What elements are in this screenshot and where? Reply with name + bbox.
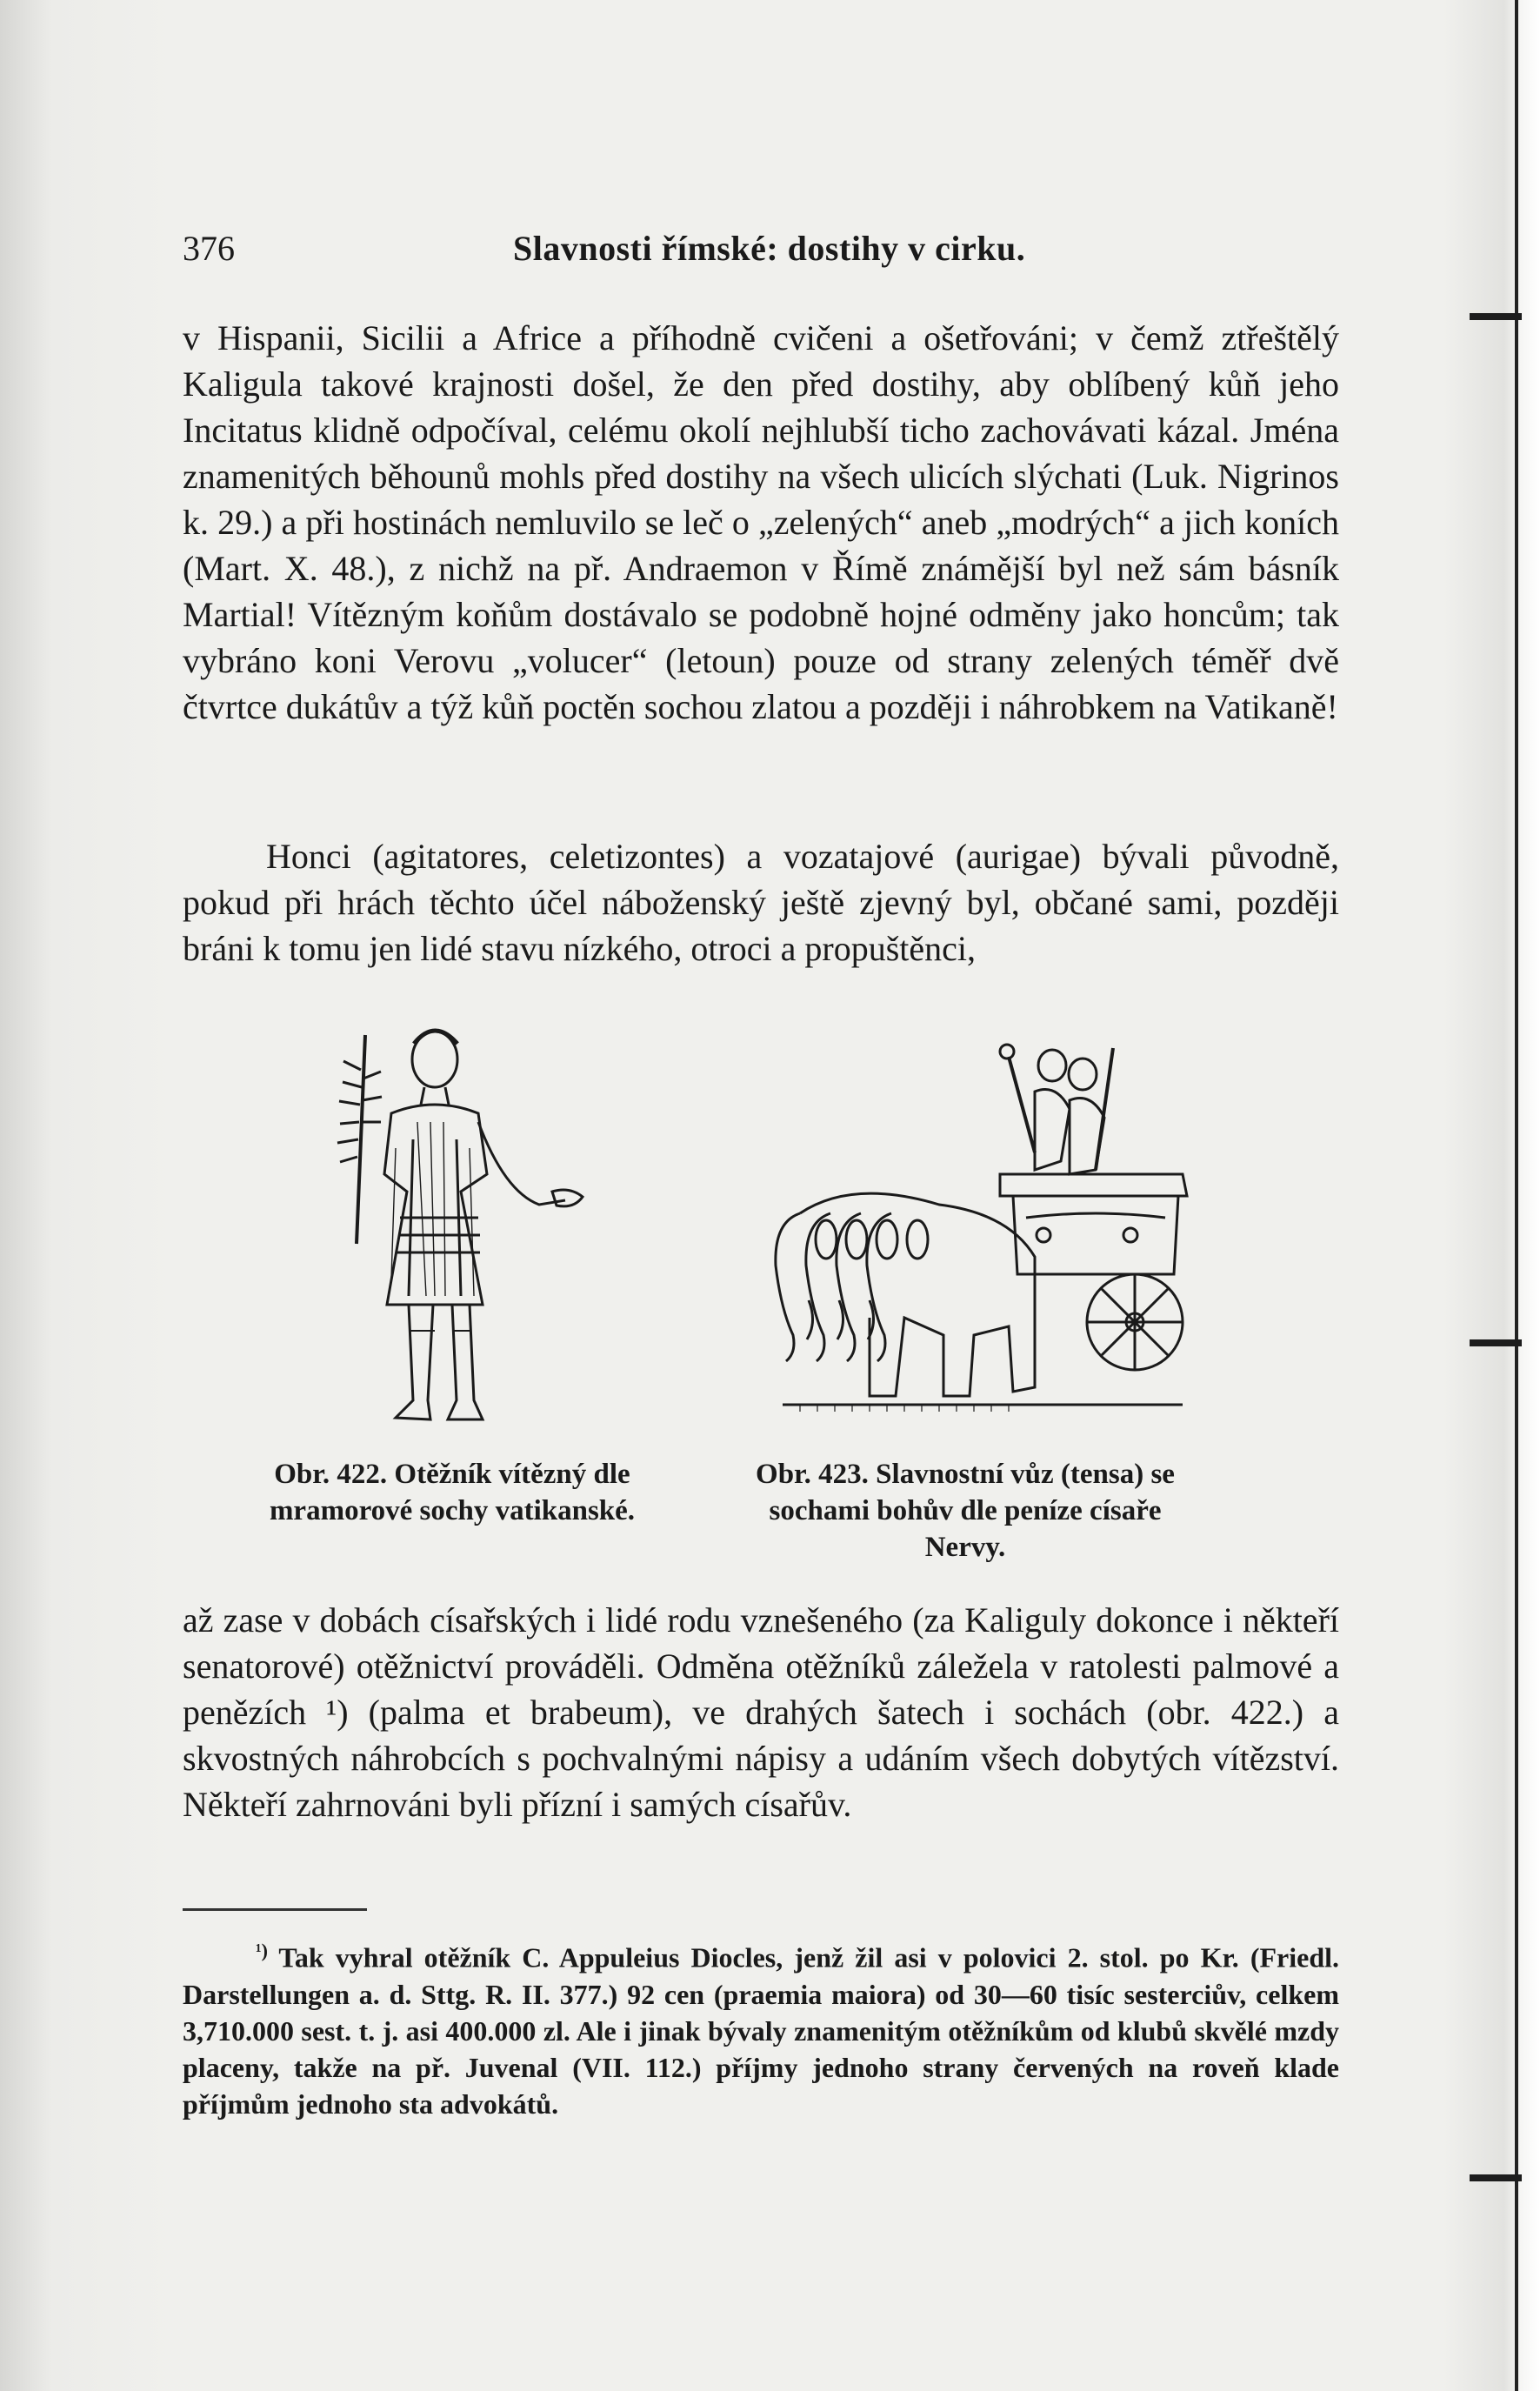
page-number: 376 <box>183 229 235 268</box>
figure-tensa-chariot <box>748 1039 1200 1439</box>
page-spine-edge <box>1515 0 1518 2391</box>
spine-mark <box>1470 313 1522 320</box>
figure-caption-423: Obr. 423. Slavnostní vůz (tensa) se sochami bohův dle peníze císaře Nervy. <box>756 1459 1175 1563</box>
body-paragraph <box>183 1597 1339 1827</box>
footnote <box>183 1933 1339 2122</box>
footnote-text: Tak vyhral otěžník C. Appuleius Diocles, jenž žil asi v polovici 2. stol. po Kr. (Friedl. Darstellungen a. d. Sttg. R. II. 377.) 92 cen (praemia maiora) od 30—60 tisíc sesterciův, celkem 3,710.000 sest. t. j. asi 400.000 zl. Ale i jinak bývaly znamenitým otěžníkům od klubů skvělé mzdy placeny, takže na př. Juvenal (VII. 112.) příjmy jednoho strany červených na roveň klade příjmům jednoho sta advokátů. <box>183 1941 1340 2120</box>
paragraph-text: až zase v dobách císařských i lidé rodu vznešeného (za Kaliguly dokonce i někteří senatorové) otěžnictví prováděli. Odměna otěžníků záležela v ratolesti palmové a penězích ¹) (palma et brabeum), ve drahých šatech i sochách (obr. 422.) a skvostných náhrobcích s pochvalnými nápisy a udáním všech dobytých vítězství. Někteří zahrnováni byli přízní i samých císařův. <box>183 1600 1339 1824</box>
spine-mark <box>1470 1339 1522 1346</box>
body-paragraph <box>183 833 1339 972</box>
spine-mark <box>1470 2174 1522 2181</box>
tensa-illustration <box>748 1039 1200 1439</box>
paragraph-text: v Hispanii, Sicilii a Africe a příhodně cvičeni a ošetřováni; v čemž ztřeštělý Kaligula takové krajnosti došel, že den před dostihy, aby oblíbený kůň jeho Incitatus klidně odpočíval, celému okolí nejhlubší ticho zachovávati kázal. Jména znamenitých běhounů mohls před dostihy na všech ulicích slýchati (Luk. Nigrinos k. 29.) a při hostinách nemluvilo se leč o „zelených“ aneb „modrých“ a jich koních (Mart. X. 48.), z nichž na př. Andraemon v Římě známější byl než sám básník Martial! Vítězným koňům dostávalo se podobně hojné odměny jako honcům; tak vybráno koni Verovu „volucer“ (letoun) pouze od strany zelených téměř dvě čtvrtce dukátův a týž kůň poctěn sochou zlatou a později i náhrobkem na Vatikaně! <box>183 318 1339 726</box>
paragraph-text: Honci (agitatores, celetizontes) a vozatajové (aurigae) bývali původně, pokud při hrách těchto účel náboženský ještě zjevný byl, občané sami, později bráni k tomu jen lidé stavu nízkého, otroci a propuštěnci, <box>183 837 1339 968</box>
body-paragraph <box>183 315 1339 730</box>
figure-caption-422: Obr. 422. Otěžník vítězný dle mramorové sochy vatikanské. <box>269 1459 636 1526</box>
figure-charioteer-statue <box>330 1018 626 1435</box>
charioteer-illustration <box>330 1018 626 1435</box>
page-header <box>183 228 1339 271</box>
footnote-separator <box>183 1908 367 1911</box>
running-title: Slavnosti římské: dostihy v cirku. <box>513 229 1026 268</box>
footnote-mark: ¹) <box>256 1940 268 1961</box>
